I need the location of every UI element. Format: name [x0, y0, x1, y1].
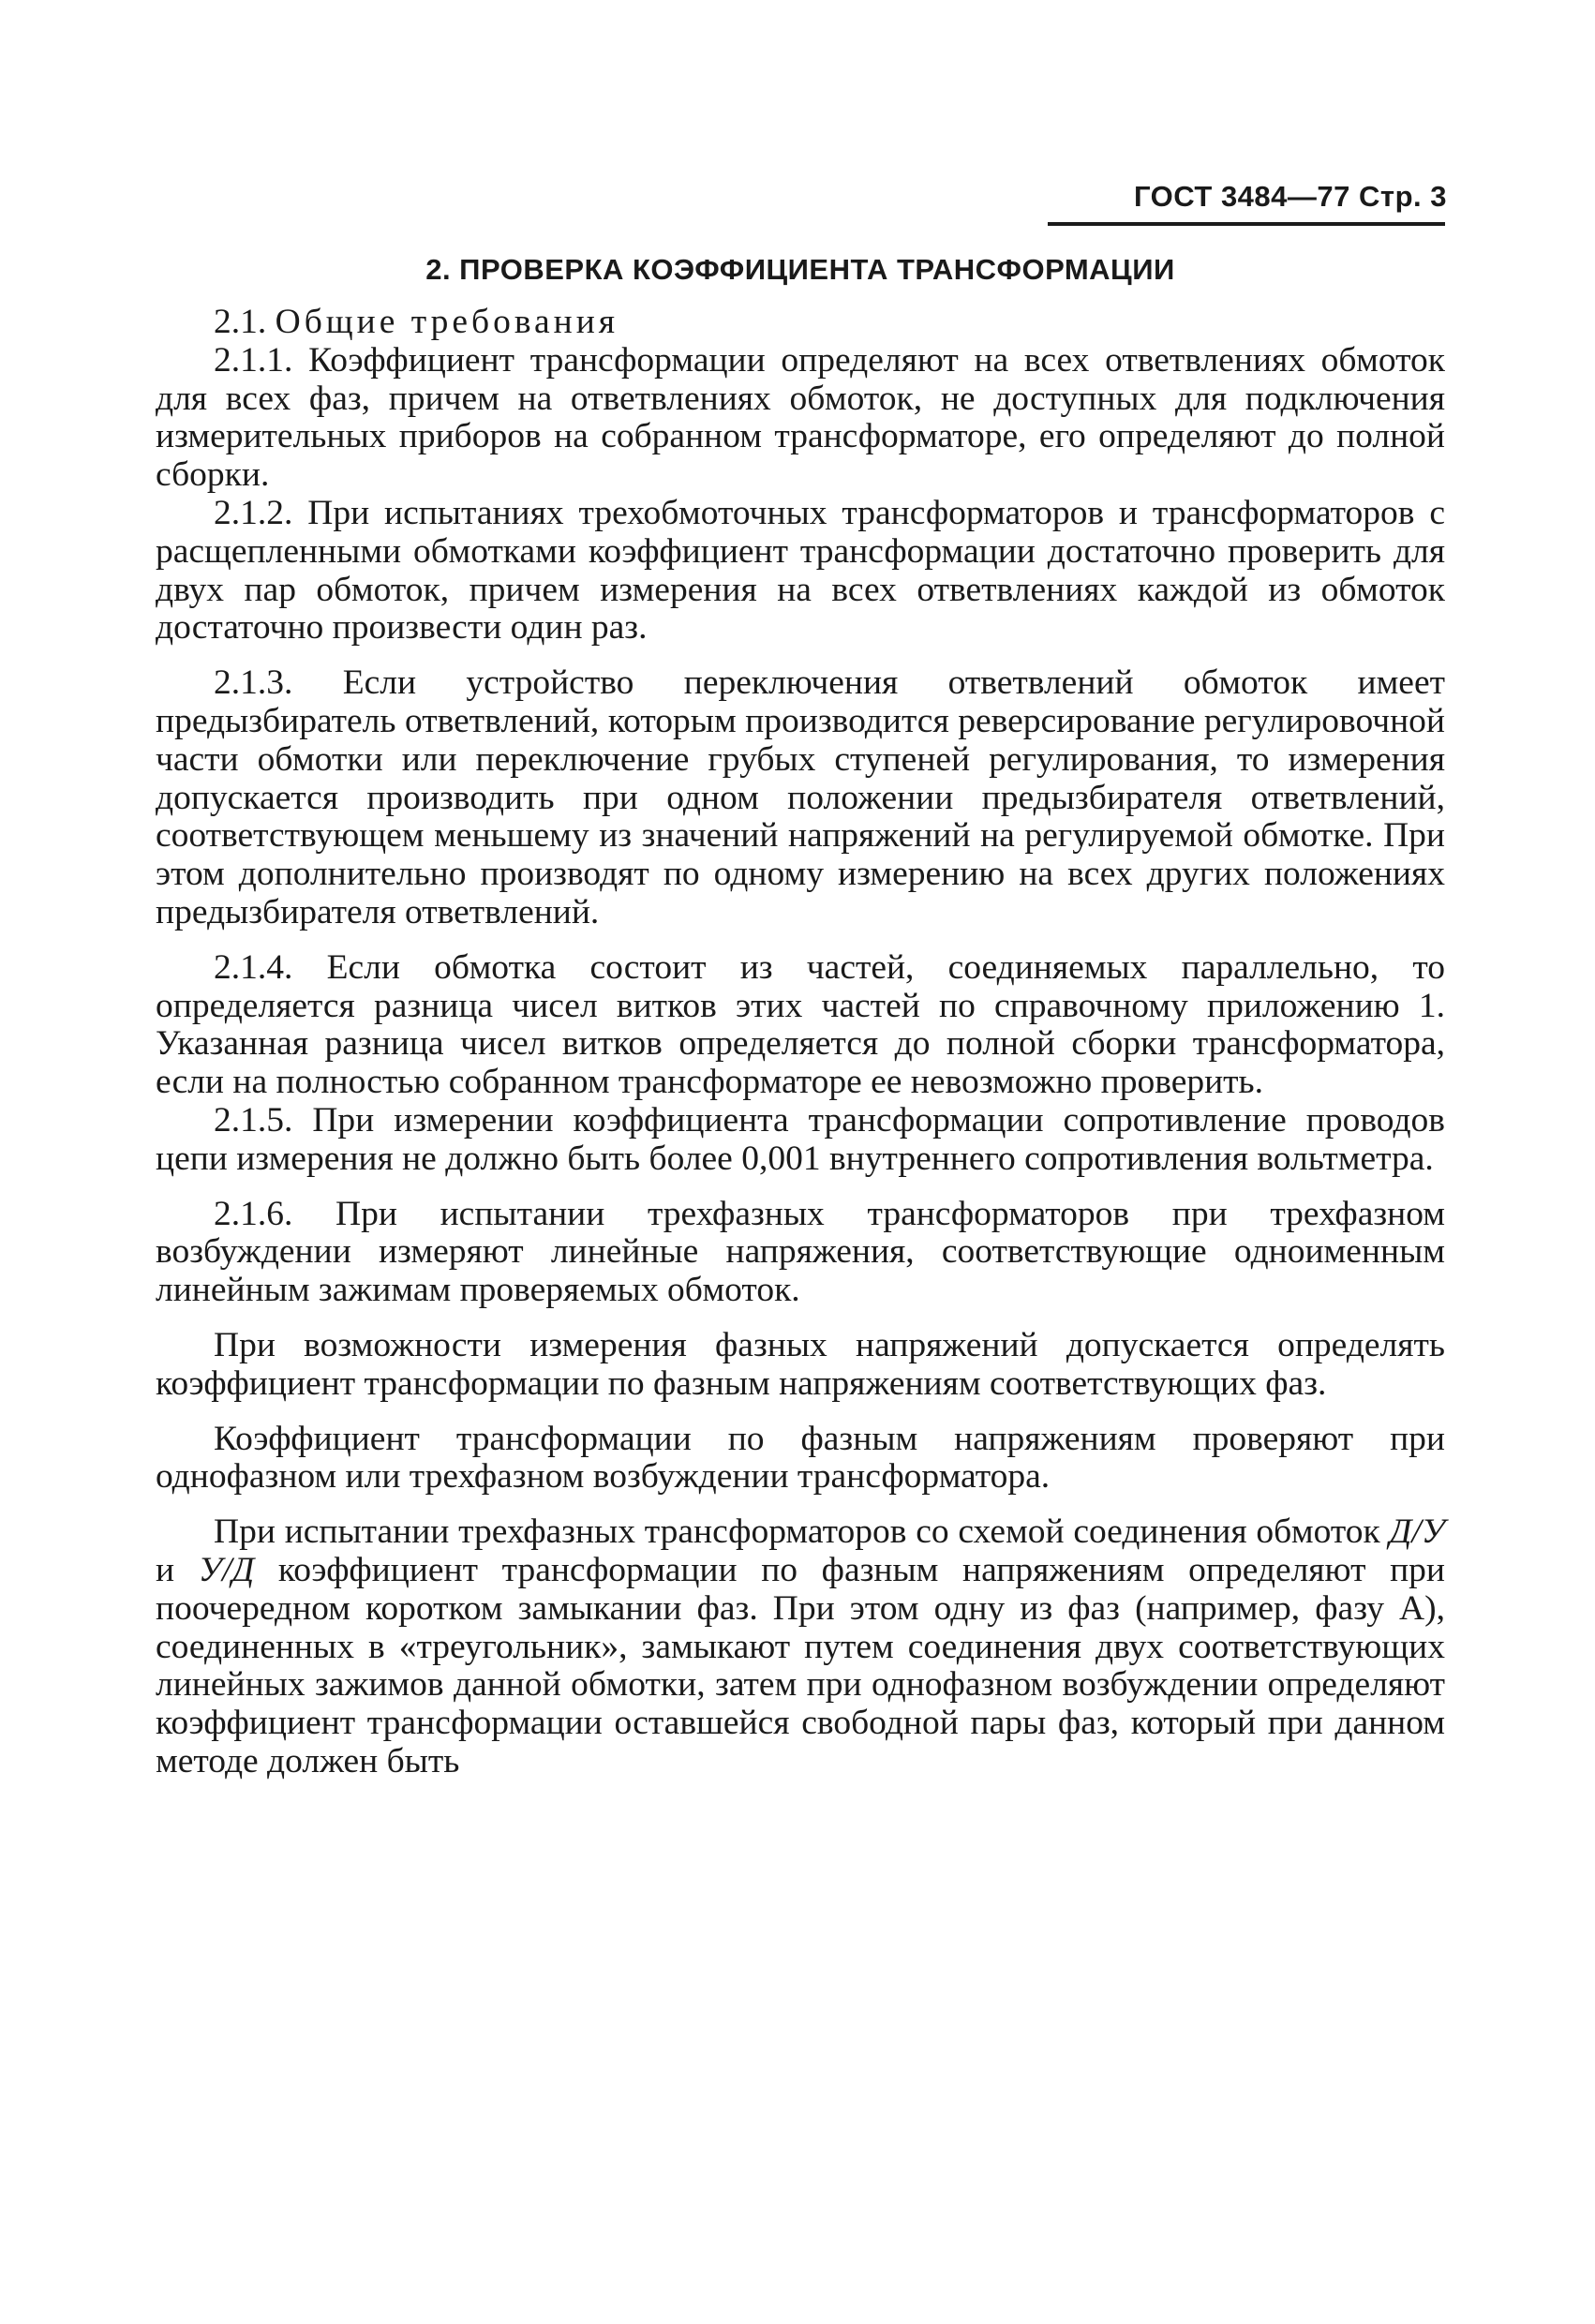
body-text [156, 304, 1445, 1781]
subsection-number: 2.1. [214, 303, 267, 341]
paragraph-2-1-3: 2.1.3. Если устройство переключения ответвлений обмоток имеет предызбиратель ответвлений, которым производится реверсирование регулировочной части обмотки или переключение грубых ступеней регулирования, то измерения допускается производить при одном положении предызбирателя ответвлений, соответствующем меньшему из значений напряжений на регулируемой обмотке. При этом дополнительно производят по одному измерению на всех других положениях предызбирателя ответвлений. [156, 663, 1445, 931]
paragraph-short-circuit [156, 1513, 1445, 1781]
conjunction: и [156, 1550, 175, 1589]
paragraph-2-1-5: 2.1.5. При измерении коэффициента трансформации сопротивление проводов цепи измерения не должно быть более 0,001 внутреннего сопротивления вольтметра. [156, 1100, 1445, 1178]
standard-number: ГОСТ 3484—77 [1134, 180, 1350, 213]
paragraph-phase-check: Коэффициент трансформации по фазным напряжениям проверяют при однофазном или трехфазном возбуждении трансформатора. [156, 1419, 1445, 1497]
paragraph-short-circuit-end: коэффициент трансформации по фазным напряжениям определяют при поочередном коротком замыкании фаз. При этом одну из фаз (например, фазу А), соединенных в «треугольник», замыкают путем соединения двух соответствующих линейных зажимов данной обмотки, затем при однофазном возбуждении определяют коэффициент трансформации оставшейся свободной пары фаз, который при данном методе должен быть [156, 1550, 1445, 1780]
scheme-delta-star: Д/У [1389, 1512, 1445, 1552]
paragraph-short-circuit-start: При испытании трехфазных трансформаторов со схемой соединения обмоток [214, 1512, 1380, 1552]
paragraph-2-1-1: 2.1.1. Коэффициент трансформации определяют на всех ответвлениях обмоток для всех фаз, причем на ответвлениях обмоток, не доступных для подключения измерительных приборов на собранном трансформаторе, его определяют до полной сборки. [156, 340, 1445, 495]
subsection-heading [156, 304, 1445, 342]
scheme-star-delta: У/Д [198, 1550, 255, 1589]
paragraph-2-1-4: 2.1.4. Если обмотка состоит из частей, соединяемых параллельно, то определяется разница чисел витков этих частей по справочному приложению 1. Указанная разница чисел витков определяется до полной сборки трансформатора, если на полностью собранном трансформаторе ее невозможно проверить. [156, 947, 1445, 1102]
header-rule [1048, 222, 1445, 226]
section-title: 2. ПРОВЕРКА КОЭФФИЦИЕНТА ТРАНСФОРМАЦИИ [425, 253, 1175, 286]
paragraph-phase-voltage: При возможности измерения фазных напряжений допускается определять коэффициент трансформации по фазным напряжениям соответствующих фаз. [156, 1325, 1445, 1403]
running-header [1134, 180, 1447, 214]
paragraph-2-1-2: 2.1.2. При испытаниях трехобмоточных трансформаторов и трансформаторов с расщепленными обмотками коэффициент трансформации достаточно проверить для двух пар обмоток, причем измерения на всех ответвлениях каждой из обмоток достаточно произвести один раз. [156, 493, 1445, 648]
page-number: Стр. 3 [1359, 180, 1447, 213]
subsection-title: Общие требования [275, 303, 619, 341]
paragraph-2-1-6: 2.1.6. При испытании трехфазных трансформаторов при трехфазном возбуждении измеряют линейные напряжения, соответствующие одноименным линейным зажимам проверяемых обмоток. [156, 1194, 1445, 1310]
